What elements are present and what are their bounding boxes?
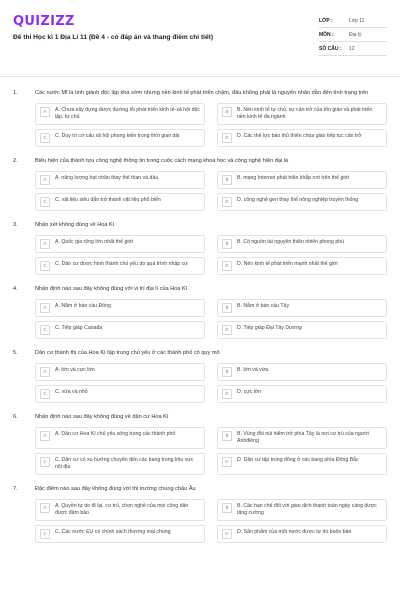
worksheet-header xyxy=(0,0,400,77)
document-title: Đề thi Học kì 1 Địa Lí 11 (Đề 4 - có đáp án và thang điểm chi tiết) xyxy=(13,34,214,41)
answer-option[interactable] xyxy=(217,525,387,543)
option-letter-badge: A xyxy=(40,107,50,117)
question-number: 7. xyxy=(13,486,18,492)
option-text: C. Dân cư có xu hướng chuyển đến các bang trong khu vực nội địa xyxy=(55,457,194,470)
option-text: B. Nền kinh tế tự chủ, sự cản trở của tôn giáo và phát triển nền kinh tế đa ngành xyxy=(237,107,373,120)
option-text: B. mạng Internet phát triển khắp nơi trên thế giới xyxy=(237,175,350,181)
option-grid xyxy=(35,363,387,403)
option-grid xyxy=(35,103,387,147)
option-grid xyxy=(35,235,387,275)
option-text: B. Có nguồn tài nguyên thiên nhiên phong phú xyxy=(237,239,345,245)
answer-option[interactable] xyxy=(217,129,387,147)
option-letter-badge: B xyxy=(222,503,232,513)
option-letter-badge: D xyxy=(222,529,232,539)
answer-option[interactable] xyxy=(35,235,205,253)
answer-option[interactable] xyxy=(217,257,387,275)
option-text: A. Nằm ở bán cầu Đông xyxy=(55,303,111,309)
answer-option[interactable] xyxy=(217,363,387,381)
question-text: Nhận định nào sau đây không đúng về dân cư Hoa Kì xyxy=(35,414,169,420)
question-head xyxy=(13,221,387,229)
question-number: 2. xyxy=(13,158,18,164)
question xyxy=(13,89,387,147)
meta-row xyxy=(319,42,387,56)
option-text: B. lớn và vừa xyxy=(237,367,269,373)
option-text: C. vật liệu siêu dẫn trở thành vật liệu phổ biến xyxy=(55,197,161,203)
answer-option[interactable] xyxy=(35,525,205,543)
option-letter-badge: A xyxy=(40,239,50,249)
option-letter-badge: C xyxy=(40,197,50,207)
answer-option[interactable] xyxy=(35,193,205,211)
question xyxy=(13,485,387,543)
option-letter-badge: C xyxy=(40,325,50,335)
option-text: A. Quốc gia rộng lớn nhất thế giới xyxy=(55,239,134,245)
meta-row xyxy=(319,28,387,42)
answer-option[interactable] xyxy=(217,171,387,189)
meta-panel xyxy=(319,14,387,56)
answer-option[interactable] xyxy=(35,103,205,125)
question xyxy=(13,285,387,339)
option-letter-badge: B xyxy=(222,303,232,313)
question-head xyxy=(13,485,387,493)
meta-row xyxy=(319,14,387,28)
option-letter-badge: A xyxy=(40,175,50,185)
question-text: Các nước Mĩ la tinh giành độc lập khá sớm nhưng nền kinh tế phát triển chậm, đâu không phải là nguyên nhân dẫn đến tình trạng trên xyxy=(35,90,369,96)
option-letter-badge: A xyxy=(40,303,50,313)
option-text: D. Nền kinh tế phát triển mạnh nhất thế giới xyxy=(237,261,338,267)
quizizz-logo: QUIZIZZ xyxy=(13,14,75,29)
answer-option[interactable] xyxy=(217,499,387,521)
option-letter-badge: D xyxy=(222,133,232,143)
option-text: D. Sản phẩm của một nước được tự do buôn bán xyxy=(237,529,352,535)
answer-option[interactable] xyxy=(217,299,387,317)
meta-value: Lớp 11 xyxy=(349,17,365,24)
answer-option[interactable] xyxy=(217,193,387,211)
option-letter-badge: C xyxy=(40,457,50,467)
option-grid xyxy=(35,427,387,475)
question-head xyxy=(13,285,387,293)
question-head xyxy=(13,349,387,357)
answer-option[interactable] xyxy=(35,499,205,521)
answer-option[interactable] xyxy=(35,257,205,275)
answer-option[interactable] xyxy=(35,321,205,339)
option-text: B. Nằm ở bán cầu Tây xyxy=(237,303,290,309)
question-number: 1. xyxy=(13,90,18,96)
option-letter-badge: B xyxy=(222,367,232,377)
question xyxy=(13,221,387,275)
option-grid xyxy=(35,499,387,543)
option-text: D. Tiếp giáp Đại Tây Dương xyxy=(237,325,302,331)
option-text: B. Vùng đồi núi hiểm trở phía Tây là nơi cư trú của người Anhđiêng xyxy=(237,431,369,444)
meta-value: 12 xyxy=(349,45,355,52)
option-letter-badge: C xyxy=(40,529,50,539)
question-text: Nhận xét không đúng về Hoa Kì xyxy=(35,222,115,228)
option-letter-badge: D xyxy=(222,389,232,399)
answer-option[interactable] xyxy=(35,171,205,189)
option-letter-badge: C xyxy=(40,261,50,271)
answer-option[interactable] xyxy=(35,453,205,475)
option-letter-badge: D xyxy=(222,197,232,207)
question xyxy=(13,413,387,475)
question-number: 3. xyxy=(13,222,18,228)
option-text: A. Dân cư Hoa Kì chủ yếu sống trong các thành phố xyxy=(55,431,176,437)
answer-option[interactable] xyxy=(217,235,387,253)
answer-option[interactable] xyxy=(35,299,205,317)
option-text: A. Quyền tự do đi lại, cư trú, chọn nghề của mọi công dân được đảm bảo xyxy=(55,503,189,516)
question-head xyxy=(13,413,387,421)
meta-value: Địa lý xyxy=(349,31,362,38)
option-letter-badge: D xyxy=(222,261,232,271)
option-text: D. Các thế lực bảo thủ thiên chúa giáo tiếp tục cản trở xyxy=(237,133,362,139)
option-text: C. vừa và nhỏ xyxy=(55,389,88,395)
question-head xyxy=(13,157,387,165)
option-letter-badge: B xyxy=(222,175,232,185)
option-text: C. Duy trì cơ cấu xã hội phong kiến trong thời gian dài xyxy=(55,133,180,139)
option-grid xyxy=(35,299,387,339)
question-text: Dân cư thành thị của Hoa Kì tập trung chủ yếu ở các thành phố có quy mô xyxy=(35,350,220,356)
answer-option[interactable] xyxy=(35,129,205,147)
question-text: Biểu hiện của thành tựu công nghệ thông tin trong cuộc cách mạng khoa học và công nghệ hiện đại là xyxy=(35,158,289,164)
answer-option[interactable] xyxy=(217,453,387,475)
question-number: 5. xyxy=(13,350,18,356)
question-number: 6. xyxy=(13,414,18,420)
option-letter-badge: C xyxy=(40,133,50,143)
option-grid xyxy=(35,171,387,211)
question xyxy=(13,349,387,403)
option-text: D. cực lớn xyxy=(237,389,262,395)
option-letter-badge: A xyxy=(40,503,50,513)
answer-option[interactable] xyxy=(35,427,205,449)
option-text: D. công nghệ gen thay thế nông nghiệp truyền thống xyxy=(237,197,359,203)
option-letter-badge: A xyxy=(40,367,50,377)
question-text: Nhận định nào sau đây không đúng với vị trí địa lí của Hoa Kì xyxy=(35,286,188,292)
question xyxy=(13,157,387,211)
meta-key: MÔN : xyxy=(319,31,334,38)
answer-option[interactable] xyxy=(217,103,387,125)
option-letter-badge: D xyxy=(222,457,232,467)
option-letter-badge: D xyxy=(222,325,232,335)
option-letter-badge: B xyxy=(222,107,232,117)
question-text: Đặc điểm nào sau đây không đúng với thị trường chung châu Âu xyxy=(35,486,196,492)
option-text: C. Tiếp giáp Canađa xyxy=(55,325,103,331)
answer-option[interactable] xyxy=(35,363,205,381)
option-text: C. Dân cư được hình thành chủ yếu do quá trình nhập cư xyxy=(55,261,188,267)
question-list xyxy=(0,77,400,543)
option-letter-badge: B xyxy=(222,239,232,249)
option-letter-badge: B xyxy=(222,431,232,441)
answer-option[interactable] xyxy=(217,321,387,339)
meta-key: LỚP : xyxy=(319,17,333,24)
option-text: A. Chưa xây dựng được đường lối phát triển kinh tế-xã hội độc lập, tự chủ xyxy=(55,107,200,120)
answer-option[interactable] xyxy=(35,385,205,403)
meta-key: SỐ CÂU : xyxy=(319,45,342,52)
question-head xyxy=(13,89,387,97)
question-number: 4. xyxy=(13,286,18,292)
answer-option[interactable] xyxy=(217,385,387,403)
option-letter-badge: A xyxy=(40,431,50,441)
option-text: A. năng lượng hạt nhân thay thế than và dầu xyxy=(55,175,159,181)
option-text: D. Dân cư tập trung đông ở các bang phía Đông Bắc xyxy=(237,457,359,463)
option-text: C. Các nước EU có chính sách thương mại chung xyxy=(55,529,171,535)
answer-option[interactable] xyxy=(217,427,387,449)
option-letter-badge: C xyxy=(40,389,50,399)
option-text: A. lớn và cực lớn xyxy=(55,367,95,373)
option-text: B. Các hạn chế đối với giao dịch thanh toán ngày càng được tăng cường xyxy=(237,503,377,516)
